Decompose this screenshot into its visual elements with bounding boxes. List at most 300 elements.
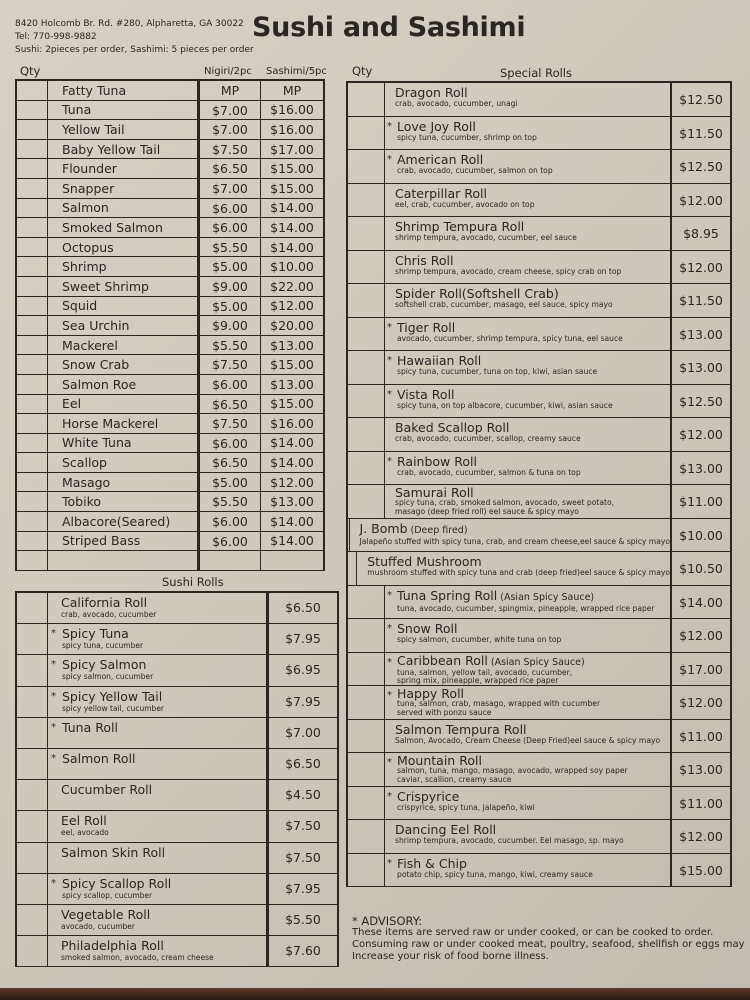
qty-cell[interactable] <box>348 385 385 418</box>
roll-price: $6.95 <box>269 655 337 686</box>
price-row <box>200 199 323 219</box>
item-body <box>48 780 152 810</box>
roll-description: softshell crab, cucumber, masago, eel sauce, spicy mayo <box>395 300 613 309</box>
roll-price: $7.00 <box>269 718 337 749</box>
item-body <box>48 874 171 904</box>
roll-description: crab, avocado, cucumber, salmon & tuna on top <box>397 467 581 477</box>
list-item <box>17 936 266 967</box>
raw-advisory-icon: * <box>387 154 392 165</box>
raw-advisory-icon: * <box>387 857 392 869</box>
roll-name-line <box>397 652 670 669</box>
roll-name-line <box>395 722 670 737</box>
nigiri-price: $7.50 <box>200 355 261 374</box>
roll-name: Vista Roll <box>397 386 455 402</box>
item-body <box>357 552 670 585</box>
item-body <box>385 351 670 384</box>
item-body <box>385 318 670 351</box>
list-item <box>17 811 266 842</box>
sashimi-price: $16.00 <box>270 121 314 137</box>
roll-description: salmon, tuna, mango, masago, avocado, wrapped soy paper <box>397 766 628 775</box>
roll-price: $12.00 <box>672 686 730 720</box>
qty-cell[interactable] <box>17 655 48 685</box>
sushi-sashimi-name-table <box>15 79 199 571</box>
item-name: Flounder <box>62 161 117 177</box>
list-item <box>348 586 670 620</box>
list-item <box>348 418 670 452</box>
qty-cell[interactable] <box>17 843 48 873</box>
table-row <box>17 532 197 552</box>
roll-price: $7.95 <box>269 687 337 718</box>
roll-name: California Roll <box>61 595 148 610</box>
table-row <box>17 257 197 277</box>
qty-cell[interactable] <box>348 753 385 786</box>
raw-advisory-icon: * <box>387 321 392 333</box>
qty-cell[interactable] <box>348 686 385 719</box>
sashimi-price: $12.00 <box>270 474 314 490</box>
raw-advisory-icon: * <box>387 757 392 768</box>
list-item <box>348 251 670 285</box>
item-name: Sea Urchin <box>62 317 130 333</box>
table-row <box>17 199 197 219</box>
raw-advisory-icon: * <box>387 455 392 467</box>
roll-note: (Asian Spicy Sauce) <box>487 656 585 668</box>
item-name: Sweet Shrimp <box>62 278 149 294</box>
sushi-rolls-price-table <box>267 591 339 967</box>
sashimi-price: $14.00 <box>270 513 314 529</box>
list-item <box>17 718 266 749</box>
qty-cell[interactable] <box>348 150 385 183</box>
table-row <box>17 355 197 375</box>
nigiri-price: $7.50 <box>200 414 261 433</box>
list-item <box>348 854 670 888</box>
advisory-line: These items are served raw or under cooked, or can be cooked to order. <box>352 927 714 938</box>
roll-description-2: caviar, scallion, creamy sauce <box>397 774 512 784</box>
roll-name: Dancing Eel Roll <box>395 822 497 837</box>
qty-cell[interactable] <box>348 117 385 150</box>
roll-name: Salmon Tempura Roll <box>395 721 527 737</box>
roll-name: Caribbean Roll <box>397 652 488 668</box>
nigiri-price: $5.50 <box>200 238 261 257</box>
table-row <box>17 453 197 473</box>
qty-cell[interactable] <box>17 905 48 935</box>
qty-cell[interactable] <box>348 351 385 384</box>
nigiri-price: $6.50 <box>200 159 261 178</box>
sushi-rolls-title: Sushi Rolls <box>162 575 224 589</box>
list-item <box>17 749 266 780</box>
sashimi-price: $14.00 <box>270 239 314 255</box>
roll-price: $10.00 <box>672 519 730 553</box>
qty-cell[interactable] <box>17 179 48 198</box>
item-body <box>385 653 670 686</box>
price-row <box>200 414 323 434</box>
item-name: Octopus <box>62 239 114 255</box>
sashimi-price: $10.00 <box>270 259 314 275</box>
qty-cell[interactable] <box>17 718 48 748</box>
item-name: Snapper <box>62 180 115 196</box>
price-row <box>200 551 323 571</box>
qty-cell[interactable] <box>17 453 48 472</box>
roll-description: eel, crab, cucumber, avocado on top <box>395 199 535 209</box>
table-row <box>17 159 197 179</box>
qty-cell[interactable] <box>17 199 48 218</box>
roll-description: crab, avocado, cucumber, unagi <box>395 99 518 108</box>
nigiri-price: $7.00 <box>200 120 261 139</box>
qty-cell[interactable] <box>17 81 48 100</box>
item-name: Fatty Tuna <box>62 82 127 98</box>
item-name: Masago <box>62 474 111 490</box>
roll-name: Shrimp Tempura Roll <box>395 219 525 234</box>
raw-advisory-icon: * <box>387 589 392 601</box>
roll-name-line <box>360 521 670 538</box>
qty-cell[interactable] <box>348 284 385 317</box>
sashimi-price: $15.00 <box>270 396 314 412</box>
roll-name: Salmon Skin Roll <box>61 844 166 860</box>
sushi-rolls-table <box>15 591 268 967</box>
roll-name: Stuffed Mushroom <box>367 554 482 569</box>
roll-description: tuna, avocado, cucumber, spingmix, pineapple, wrapped rice paper <box>397 603 655 613</box>
item-body <box>48 843 165 873</box>
special-qty-label: Qty <box>352 64 373 78</box>
qty-cell[interactable] <box>17 159 48 178</box>
roll-name-line <box>397 320 670 335</box>
qty-cell[interactable] <box>17 120 48 139</box>
list-item <box>348 318 670 352</box>
table-row <box>17 414 197 434</box>
qty-cell[interactable] <box>17 749 48 779</box>
roll-description: spicy tuna, cucumber, tuna on top, kiwi, asian sauce <box>397 367 598 376</box>
qty-cell[interactable] <box>17 874 48 904</box>
price-row <box>200 375 323 395</box>
list-item <box>348 485 670 519</box>
roll-name-line <box>397 588 670 605</box>
price-row <box>200 395 323 415</box>
price-row <box>200 120 323 140</box>
roll-description-2: masago (deep fried roll) eel sauce & spicy mayo <box>395 506 579 516</box>
list-item <box>17 780 266 811</box>
list-item <box>348 552 670 586</box>
roll-name-line <box>395 420 670 435</box>
item-body <box>48 593 156 623</box>
raw-advisory-icon: * <box>387 656 392 668</box>
roll-name-line <box>395 85 670 100</box>
advisory-title: * ADVISORY: <box>352 914 423 928</box>
special-rolls-title: Special Rolls <box>500 66 572 80</box>
roll-description: crab, avocado, cucumber <box>61 610 157 619</box>
item-body <box>385 787 670 820</box>
qty-cell[interactable] <box>17 101 48 120</box>
item-name: Salmon <box>62 200 109 216</box>
qty-cell[interactable] <box>348 184 385 217</box>
item-name: Albacore(Seared) <box>62 513 171 529</box>
sashimi-price: $22.00 <box>270 278 314 294</box>
qty-cell[interactable] <box>17 687 48 717</box>
qty-cell[interactable] <box>348 452 385 485</box>
qty-cell[interactable] <box>17 395 48 414</box>
special-rolls-price-table <box>670 81 732 887</box>
qty-cell[interactable] <box>17 473 48 492</box>
qty-cell[interactable] <box>17 316 48 335</box>
roll-description: crab, avocado, cucumber, scallop, creamy sauce <box>395 434 581 443</box>
roll-name: Tuna Spring Roll <box>397 587 498 603</box>
list-item <box>17 655 266 686</box>
roll-name: Crispyrice <box>397 788 460 804</box>
roll-description: mushroom stuffed with spicy tuna and crab (deep fried)eel sauce & spicy mayo <box>367 568 670 577</box>
qty-cell[interactable] <box>348 619 385 652</box>
roll-price: $12.50 <box>672 150 730 184</box>
roll-price: $11.50 <box>672 284 730 318</box>
price-row <box>200 453 323 473</box>
roll-price: $7.95 <box>269 874 337 905</box>
qty-cell[interactable] <box>348 251 385 284</box>
qty-cell[interactable] <box>348 83 385 116</box>
qty-cell[interactable] <box>17 551 48 570</box>
qty-cell[interactable] <box>348 820 385 853</box>
qty-cell[interactable] <box>348 720 385 753</box>
phone: Tel: 770-998-9882 <box>15 32 97 42</box>
item-name: Tuna <box>62 102 92 118</box>
advisory-line: Increase your risk of food borne illness. <box>352 951 549 962</box>
qty-cell[interactable] <box>17 532 48 551</box>
nigiri-price: $6.00 <box>200 434 261 453</box>
qty-cell[interactable] <box>17 277 48 296</box>
advisory-note <box>352 915 747 963</box>
raw-advisory-icon: * <box>387 623 392 634</box>
item-body <box>385 485 670 518</box>
list-item <box>348 217 670 251</box>
sashimi-price: $14.00 <box>270 455 314 471</box>
roll-name: Rainbow Roll <box>397 453 477 469</box>
raw-advisory-icon: * <box>387 388 392 400</box>
qty-cell[interactable] <box>348 854 385 887</box>
qty-cell[interactable] <box>17 492 48 511</box>
nigiri-price: $5.50 <box>200 492 261 511</box>
qty-cell[interactable] <box>17 140 48 159</box>
qty-cell[interactable] <box>17 355 48 374</box>
roll-name: Salmon Roll <box>62 750 136 766</box>
qty-cell[interactable] <box>17 218 48 237</box>
item-body <box>48 687 164 717</box>
nigiri-price: $6.00 <box>200 532 261 551</box>
qty-cell[interactable] <box>17 375 48 394</box>
list-item <box>17 687 266 718</box>
sashimi-price: $13.00 <box>270 337 314 353</box>
roll-name: Vegetable Roll <box>61 906 151 922</box>
item-body <box>385 184 670 217</box>
price-row <box>200 512 323 532</box>
roll-description: spicy scallop, cucumber <box>62 890 153 900</box>
table-row <box>17 238 197 258</box>
sashimi-price: $13.00 <box>270 494 314 510</box>
table-row <box>17 492 197 512</box>
item-body <box>48 718 118 748</box>
raw-advisory-icon: * <box>387 120 392 132</box>
roll-description: tuna, salmon, crab, masago, wrapped with cucumber <box>397 699 601 708</box>
item-name: Mackerel <box>62 337 118 353</box>
item-body <box>385 753 670 786</box>
roll-name: Hawaiian Roll <box>397 353 482 368</box>
list-item <box>348 787 670 821</box>
qty-cell[interactable] <box>17 811 48 841</box>
qty-cell[interactable] <box>348 217 385 250</box>
sashimi-price: $15.00 <box>270 180 314 196</box>
roll-description: smoked salmon, avocado, cream cheese <box>61 953 214 963</box>
raw-advisory-icon: * <box>51 628 56 640</box>
list-item <box>348 385 670 419</box>
roll-description-2: served with ponzu sauce <box>397 707 492 717</box>
raw-advisory-icon: * <box>51 752 56 764</box>
qty-cell[interactable] <box>17 257 48 276</box>
qty-cell[interactable] <box>348 485 385 518</box>
price-row <box>200 101 323 121</box>
qty-cell[interactable] <box>348 787 385 820</box>
raw-advisory-icon: * <box>51 659 56 671</box>
item-body <box>385 820 670 853</box>
item-body <box>385 284 670 317</box>
item-name: Snow Crab <box>62 357 130 373</box>
item-body <box>48 655 153 685</box>
roll-price: $12.50 <box>672 83 730 117</box>
qty-cell[interactable] <box>348 653 385 686</box>
nigiri-price: $6.00 <box>200 218 261 237</box>
nigiri-price: $5.00 <box>200 473 261 492</box>
price-row <box>200 473 323 493</box>
portion-note: Sushi: 2pieces per order, Sashimi: 5 pieces per order <box>15 45 254 55</box>
roll-description: tuna, salmon, yellow tail, avocado, cucumber, <box>397 667 573 677</box>
roll-name-line <box>395 186 670 201</box>
list-item <box>348 753 670 787</box>
roll-price: $11.00 <box>672 485 730 519</box>
special-rolls-table <box>346 81 672 887</box>
restaurant-info <box>15 18 254 57</box>
raw-advisory-icon: * <box>387 355 392 366</box>
roll-name: Fish & Chip <box>397 855 467 871</box>
roll-name-line <box>397 789 670 804</box>
roll-name-line <box>397 856 670 871</box>
item-body <box>385 720 670 753</box>
roll-name: Tuna Roll <box>62 719 118 735</box>
roll-name: Spicy Scallop Roll <box>62 875 172 891</box>
roll-price: $6.50 <box>269 749 337 780</box>
qty-cell[interactable] <box>17 593 48 623</box>
roll-name: Spider Roll(Softshell Crab) <box>395 286 559 301</box>
item-name: Scallop <box>62 455 107 471</box>
roll-name-line <box>397 152 670 167</box>
roll-name: Spicy Tuna <box>62 626 129 642</box>
roll-description: potato chip, spicy tuna, mango, kiwi, creamy sauce <box>397 869 593 879</box>
roll-name: J. Bomb <box>359 520 408 536</box>
qty-cell[interactable] <box>348 586 385 619</box>
qty-cell[interactable] <box>348 552 357 585</box>
roll-description: Jalapeño stuffed with spicy tuna, crab, and cream cheese,eel sauce & spicy mayo <box>359 536 670 546</box>
qty-cell[interactable] <box>17 780 48 810</box>
qty-cell[interactable] <box>17 238 48 257</box>
price-row <box>200 81 323 101</box>
qty-cell[interactable] <box>17 297 48 316</box>
roll-price: $11.50 <box>672 117 730 151</box>
roll-name: Snow Roll <box>397 621 458 636</box>
price-row <box>200 316 323 336</box>
list-item <box>348 519 670 553</box>
roll-name: Eel Roll <box>61 813 107 829</box>
page-title: Sushi and Sashimi <box>252 12 526 43</box>
qty-cell[interactable] <box>17 936 48 966</box>
nigiri-price: $7.00 <box>200 101 261 120</box>
roll-price: $7.60 <box>269 936 337 967</box>
qty-cell[interactable] <box>17 414 48 433</box>
item-name: Eel <box>62 396 82 412</box>
item-body <box>385 385 670 418</box>
item-body <box>385 452 670 485</box>
item-body <box>385 150 670 183</box>
roll-name: Mountain Roll <box>397 753 482 768</box>
item-name: Baby Yellow Tail <box>62 141 161 157</box>
list-item <box>348 184 670 218</box>
item-body <box>385 251 670 284</box>
sashimi-price: $16.00 <box>270 415 314 431</box>
nigiri-price: $7.00 <box>200 179 261 198</box>
nigiri-price: $5.00 <box>200 257 261 276</box>
roll-price: $12.00 <box>672 619 730 653</box>
item-name: Squid <box>62 298 98 314</box>
item-name: White Tuna <box>62 435 132 451</box>
roll-price: $5.50 <box>269 905 337 936</box>
qty-cell[interactable] <box>17 434 48 453</box>
list-item <box>348 284 670 318</box>
raw-advisory-icon: * <box>51 877 56 889</box>
list-item <box>348 351 670 385</box>
roll-description: spicy salmon, cucumber, white tuna on top <box>397 635 562 644</box>
roll-name: Chris Roll <box>395 252 454 268</box>
roll-price: $4.50 <box>269 780 337 811</box>
table-row <box>17 551 197 571</box>
nigiri-price: $9.00 <box>200 277 261 296</box>
roll-description: shrimp tempura, avocado, cucumber. Eel masago, sp. mayo <box>395 836 624 845</box>
qty-cell[interactable] <box>348 418 385 451</box>
nigiri-price: $6.50 <box>200 453 261 472</box>
roll-price: $14.00 <box>672 586 730 620</box>
qty-cell[interactable] <box>17 624 48 654</box>
price-row <box>200 277 323 297</box>
roll-price: $12.00 <box>672 184 730 218</box>
roll-price: $13.00 <box>672 318 730 352</box>
roll-price: $15.00 <box>672 854 730 888</box>
roll-name: Dragon Roll <box>395 85 468 100</box>
roll-name-line <box>397 119 670 134</box>
price-row <box>200 140 323 160</box>
roll-price: $12.00 <box>672 418 730 452</box>
qty-cell[interactable] <box>17 512 48 531</box>
item-body <box>385 117 670 150</box>
item-name: Yellow Tail <box>62 121 125 137</box>
item-body <box>385 83 670 116</box>
item-name: Tobiko <box>62 494 102 510</box>
sashimi-price: $14.00 <box>270 533 314 549</box>
list-item <box>348 117 670 151</box>
roll-description: avocado, cucumber <box>61 921 135 931</box>
item-body <box>385 217 670 250</box>
sashimi-price: $15.00 <box>270 357 314 373</box>
list-item <box>348 150 670 184</box>
item-body <box>385 854 670 887</box>
qty-cell[interactable] <box>348 318 385 351</box>
roll-description-2: spring mix, pineapple, wrapped rice paper <box>397 676 559 685</box>
nigiri-price: $6.00 <box>200 512 261 531</box>
list-item <box>348 653 670 687</box>
sashimi-header: Sashimi/5pc <box>266 66 327 77</box>
roll-name-line <box>395 253 670 268</box>
table-row <box>17 218 197 238</box>
qty-cell[interactable] <box>17 336 48 355</box>
